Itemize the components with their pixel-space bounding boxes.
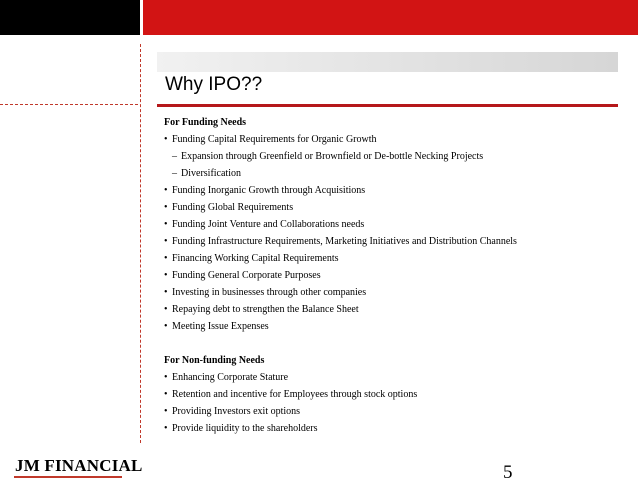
slide-title: Why IPO?? xyxy=(165,74,263,95)
list-item: • Investing in businesses through other companies xyxy=(164,284,366,301)
list-item: • Financing Working Capital Requirements xyxy=(164,250,338,267)
section-heading-funding: For Funding Needs xyxy=(164,117,247,128)
logo-underline xyxy=(14,476,122,478)
company-logo: JM FINANCIAL xyxy=(15,456,143,475)
top-red-bar xyxy=(143,0,638,35)
list-subitem: – Expansion through Greenfield or Brownfield or De-bottle Necking Projects xyxy=(164,148,483,165)
section-heading-non-funding: For Non-funding Needs xyxy=(164,355,265,366)
list-item: • Funding Global Requirements xyxy=(164,199,293,216)
top-black-bar xyxy=(0,0,140,35)
list-item: • Funding Capital Requirements for Organic Growth xyxy=(164,131,377,148)
page-number: 5 xyxy=(503,462,513,483)
list-item: • Retention and incentive for Employees through stock options xyxy=(164,386,417,403)
list-item: • Meeting Issue Expenses xyxy=(164,318,269,335)
list-item: • Funding Inorganic Growth through Acquisitions xyxy=(164,182,365,199)
list-item: • Provide liquidity to the shareholders xyxy=(164,420,318,437)
left-dashed-divider xyxy=(0,104,138,105)
title-band xyxy=(157,52,618,72)
list-item: • Funding General Corporate Purposes xyxy=(164,267,321,284)
list-item: • Enhancing Corporate Stature xyxy=(164,369,288,386)
list-subitem: – Diversification xyxy=(164,165,241,182)
list-item: • Funding Infrastructure Requirements, Marketing Initiatives and Distribution Channels xyxy=(164,233,517,250)
title-underline xyxy=(157,104,618,107)
list-item: • Repaying debt to strengthen the Balance Sheet xyxy=(164,301,359,318)
vertical-dashed-divider xyxy=(140,44,141,443)
list-item: • Providing Investors exit options xyxy=(164,403,300,420)
list-item: • Funding Joint Venture and Collaborations needs xyxy=(164,216,364,233)
